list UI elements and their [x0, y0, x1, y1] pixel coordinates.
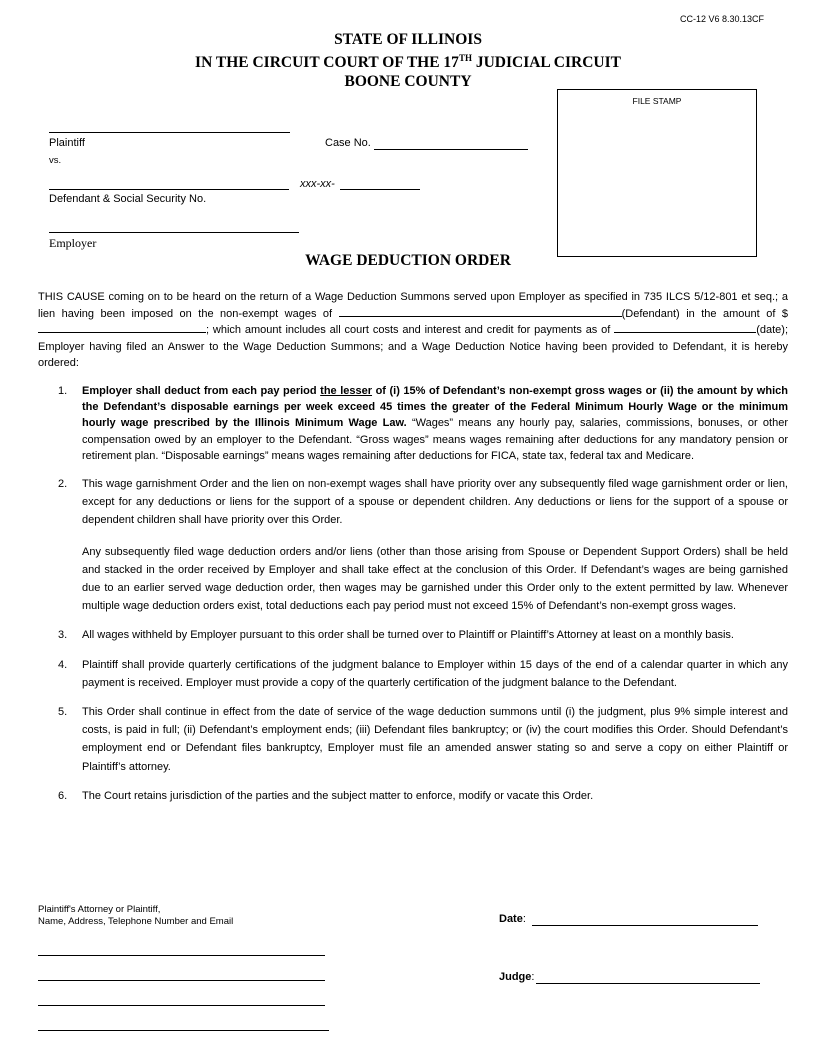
defendant-name-field[interactable]: [49, 189, 289, 190]
order-item: 2. This wage garnishment Order and the lien on non-exempt wages shall have priority over any subsequently filed wage garnishment order or lien, except for any deductions or liens for the support of a spouse or dependent children. Any deductions or liens for the support of a spouse or dependent children shall have priority over this Order. Any subsequently filed wage deduction orders and/or liens (other than those arising from Spouse or Dependent Support Orders) shall be held and stacked in the order received by Employer and shall take effect at the conclusion of this Order. If Defendant’s wages are being garnished due to an earlier served wage deduction order, then wages may be garnished under this Order only to the extent permitted by law. Whenever multiple wage deduction orders exist, total deductions each pay period must not exceed 15% of Defendant’s non-exempt gross wages.: [58, 478, 788, 613]
defendant-label: Defendant & Social Security No.: [49, 193, 207, 205]
defendant-inline-field[interactable]: [339, 306, 622, 317]
ssn-field[interactable]: [340, 189, 420, 190]
date-inline-field[interactable]: [614, 322, 756, 333]
plaintiff-label: Plaintiff: [49, 137, 85, 149]
attorney-info-line-2[interactable]: [38, 980, 325, 981]
court-header: [0, 30, 816, 91]
attorney-info-line-1[interactable]: [38, 955, 325, 956]
form-code: CC-12 V6 8.30.13CF: [680, 14, 765, 24]
employer-label: Employer: [49, 236, 97, 250]
case-no-label: Case No.: [325, 137, 371, 149]
file-stamp-label: FILE STAMP: [632, 96, 682, 106]
county-heading: BOONE COUNTY: [344, 73, 472, 90]
vs-label: vs.: [49, 155, 62, 166]
case-no-field[interactable]: [374, 149, 528, 150]
employer-name-field[interactable]: [49, 232, 299, 233]
plaintiff-name-field[interactable]: [49, 132, 290, 133]
intro-paragraph: THIS CAUSE coming on to be heard on the return of a Wage Deduction Summons served upon Employer as specified in 735 ILCS 5/12-801 et seq.; a lien having been imposed on the non-exempt wages of (Defendant) in the amount of $; which amount includes all court costs and interest and credit for payments as of (date); Employer having filed an Answer to the Wage Deduction Summons; and a Wage Deduction Notice having been provided to Defendant, it is hereby ordered:: [38, 291, 788, 370]
ssn-mask: xxx-xx-: [300, 178, 335, 190]
attorney-info-line-4[interactable]: [38, 1030, 329, 1031]
attorney-block-label: Plaintiff's Attorney or Plaintiff, Name, Address, Telephone Number and Email: [38, 904, 234, 927]
attorney-info-line-3[interactable]: [38, 1005, 325, 1006]
amount-field[interactable]: [38, 322, 206, 333]
document-title: WAGE DEDUCTION ORDER: [305, 252, 511, 269]
order-item: 6. The Court retains jurisdiction of the parties and the subject matter to enforce, modify or vacate this Order.: [58, 789, 594, 802]
order-item: 5. This Order shall continue in effect from the date of service of the wage deduction summons until (i) the judgment, plus 9% simple interest and costs, is paid in full; (ii) Defendant’s employment ends; (iii) Defendant files bankruptcy; or (iv) the court modifies this Order. Should Defendant’s employment end or Defendant files bankruptcy, Employer must file an amended answer stating so and serve a copy on either Plaintiff or Plaintiff’s attorney.: [58, 706, 788, 773]
file-stamp-box: [557, 89, 757, 257]
date-label: Date:: [499, 913, 526, 925]
court-heading: IN THE CIRCUIT COURT OF THE 17TH JUDICIAL CIRCUIT: [195, 53, 621, 71]
judge-label: Judge:: [499, 971, 535, 983]
order-item: 3. All wages withheld by Employer pursuant to this order shall be turned over to Plaintiff or Plaintiff’s Attorney at least on a monthly basis.: [58, 629, 734, 642]
state-heading: STATE OF ILLINOIS: [334, 31, 482, 48]
date-signature-field[interactable]: [532, 925, 758, 926]
order-item: 1. Employer shall deduct from each pay period the lesser of (i) 15% of Defendant’s non-exempt gross wages or (ii) the amount by which the Defendant’s disposable earnings per week exceed 45 times the greater of the Federal Minimum Hourly Wage or the minimum hourly wage prescribed by the Illinois Minimum Wage Law. “Wages” means any hourly pay, salaries, commissions, bonuses, or other compensation owed by an employer to the Defendant. “Gross wages” means wages remaining after deductions for any mandatory pension or retirement plan. “Disposable earnings” means wages remaining after deductions for FICA, state tax, federal tax and Medicare.: [58, 385, 788, 462]
order-item: 4. Plaintiff shall provide quarterly certifications of the judgment balance to Employer within 15 days of the end of a calendar quarter in which any payment is received. Employer must provide a copy of the quarterly certification of the judgment balance to the Defendant.: [58, 658, 788, 689]
judge-signature-field[interactable]: [536, 983, 760, 984]
order-items: [38, 383, 788, 805]
